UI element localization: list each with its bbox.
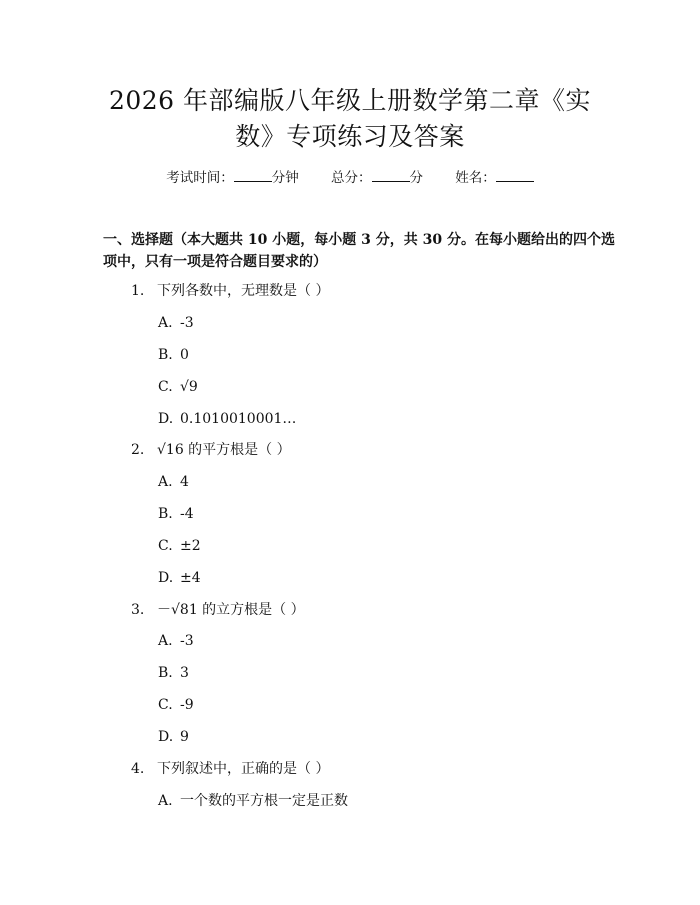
question-1: [131, 281, 329, 301]
option-letter: D.: [158, 729, 174, 745]
question-4: [131, 759, 329, 779]
section-heading-line-2: 项中，只有一项是符合题目要求的）: [103, 254, 327, 270]
document-title-line-2: 数》专项练习及答案: [235, 122, 465, 151]
question-3-option-a: [158, 631, 194, 651]
option-letter: C.: [158, 538, 173, 554]
question-3-option-d: [158, 727, 189, 747]
total-score-unit: 分: [409, 170, 423, 186]
option-text: 4: [180, 474, 189, 490]
exam-time-unit: 分钟: [271, 170, 299, 186]
question-number: 4.: [131, 761, 145, 777]
document-title-line-1: 2026 年部编版八年级上册数学第二章《实: [108, 86, 592, 115]
option-letter: D.: [158, 411, 174, 427]
question-2-option-c: [158, 536, 201, 556]
option-letter: B.: [158, 347, 173, 363]
question-number: 1.: [131, 283, 145, 299]
question-4-option-a: [158, 791, 348, 811]
question-1-option-c: [158, 377, 198, 397]
section-heading-line-1: 一、选择题（本大题共 10 小题，每小题 3 分，共 30 分。在每小题给出的四个选: [103, 232, 615, 248]
option-letter: A.: [158, 315, 173, 331]
total-score-blank: [372, 169, 410, 182]
exam-time-blank: [234, 169, 272, 182]
option-letter: B.: [158, 506, 173, 522]
option-letter: D.: [158, 570, 174, 586]
option-text: 一个数的平方根一定是正数: [180, 793, 348, 809]
question-2: [131, 440, 291, 460]
question-2-option-b: [158, 504, 194, 524]
section-heading: [103, 229, 623, 273]
question-2-option-d: [158, 568, 201, 588]
name-label: 姓名：: [455, 170, 496, 186]
option-text: -9: [180, 697, 194, 713]
option-text: ±4: [180, 570, 201, 586]
exam-info-row: [0, 168, 700, 188]
question-number: 2.: [131, 442, 145, 458]
option-text: √9: [180, 379, 198, 395]
option-text: -3: [180, 315, 194, 331]
question-text: －√81 的立方根是（ ）: [157, 602, 305, 618]
question-text: 下列叙述中，正确的是（ ）: [157, 761, 330, 777]
question-3-option-c: [158, 695, 194, 715]
question-3-option-b: [158, 663, 189, 683]
option-text: ±2: [180, 538, 201, 554]
exam-time-label: 考试时间：: [166, 170, 234, 186]
question-text: 下列各数中，无理数是（ ）: [157, 283, 330, 299]
total-score-field: [331, 170, 427, 186]
exam-time-field: [166, 170, 303, 186]
name-blank: [496, 169, 534, 182]
option-text: -3: [180, 633, 194, 649]
question-3: [131, 600, 305, 620]
option-text: -4: [180, 506, 194, 522]
option-text: 3: [180, 665, 189, 681]
question-number: 3.: [131, 602, 145, 618]
question-1-option-b: [158, 345, 189, 365]
option-letter: C.: [158, 379, 173, 395]
name-field: [455, 170, 534, 186]
question-text: √16 的平方根是（ ）: [157, 442, 291, 458]
option-letter: A.: [158, 474, 173, 490]
total-score-label: 总分：: [331, 170, 372, 186]
question-2-option-a: [158, 472, 189, 492]
question-1-option-a: [158, 313, 194, 333]
question-1-option-d: [158, 409, 296, 429]
option-letter: C.: [158, 697, 173, 713]
option-text: 0.1010010001…: [180, 411, 297, 427]
option-letter: B.: [158, 665, 173, 681]
option-text: 9: [180, 729, 189, 745]
option-letter: A.: [158, 633, 173, 649]
option-text: 0: [180, 347, 189, 363]
option-letter: A.: [158, 793, 173, 809]
